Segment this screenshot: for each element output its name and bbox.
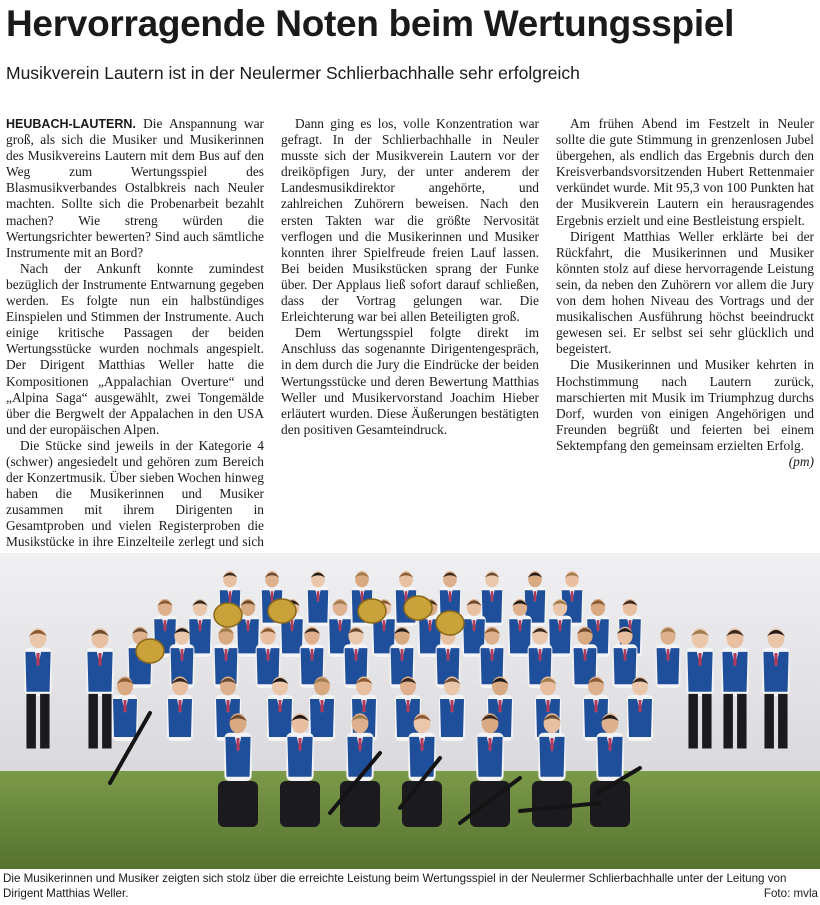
- photo-credit: Foto: mvla: [763, 887, 818, 900]
- musician-tie: [597, 620, 600, 631]
- brass-instrument: [268, 599, 296, 623]
- photo-caption-text: Die Musikerinnen und Musiker zeigten sich stolz über die erreichte Leistung beim Wertungsspiel in der Neulermer Schlierbachhalle unter der Leitung von Dirigent Matthias Weller.: [3, 872, 787, 900]
- last-paragraph-text: Die Musikerinnen und Musiker kehrten in Hochstimmung nach Lautern zurück, marschierten mit Musik im Triumphzug durchs Dorf, wurden von einigen Angehörigen und Freunden begrüßt und feierten bei einem Sektempfang den gemeinsam erzielten Erfolg.: [556, 357, 814, 453]
- musician-tie: [321, 700, 324, 712]
- article-paragraph: Dirigent Matthias Weller erklärte bei der Rückfahrt, die Musikerinnen und Musiker könnten stolz auf diese hervorragende Leistung sein, da neben den Zuhörern vor allem die Jury von dem hohen Niveau des Vortrags und der musikalischen Ausführung höchst beeindruckt gewesen sei. Er selbst sei sehr glücklich und begeistert.: [556, 228, 814, 357]
- article-paragraph: Nach der Ankunft konnte zumindest bezüglich der Instrumente Entwarnung gegeben werden. Es folgte nun ein halbstündiges Einspielen und Stimmen der Instrumente. Auch einige kritische Passagen der beiden Wertungsstücke wurden nochmals angespielt. Der Dirigent Matthias Weller hatte die Kompositionen „Appalachian Overture“ und „Alpina Saga“ ausgewählt, zwei Tongemälde über die Bergwelt der Appalachen in den USA und der europäischen Alpen.: [6, 260, 264, 437]
- musician-tie: [407, 700, 410, 712]
- musician-tie: [539, 649, 542, 660]
- musician-tie: [247, 620, 250, 631]
- musician-leg: [702, 694, 711, 749]
- musician-tie: [291, 620, 294, 631]
- author-initials: (pm): [788, 453, 814, 469]
- musician-tie: [519, 620, 522, 631]
- brass-instrument: [436, 611, 464, 635]
- dateline: HEUBACH-LAUTERN.: [6, 117, 136, 131]
- article-column-2: [281, 116, 539, 544]
- musician-tie: [451, 700, 454, 712]
- lead-paragraph: [6, 116, 264, 261]
- band-group-photo-illustration: [0, 553, 820, 869]
- musician-tie: [624, 649, 627, 660]
- photo-caption: [3, 871, 818, 901]
- musician-tie: [473, 620, 476, 631]
- musician-tie: [733, 653, 736, 666]
- musician-tie: [499, 700, 502, 712]
- musician-tie: [199, 620, 202, 631]
- musician-tie: [98, 653, 101, 666]
- lead-text: Die Anspannung war groß, als sich die Musiker und Musikerinnen des Musikvereins Lautern mit dem Bus auf den Weg zum Wertungsspiel des Blasmusikverbandes Ostalbkreis nach Neuler machten. Sollte sich die Probenarbeit bezahlt machen? Wie streng würden die Wertungsrichter bewerten? Sind auch sämtliche Instrumente mit an Bord?: [6, 116, 264, 260]
- musician-leg: [723, 694, 732, 749]
- musician-tie: [124, 700, 127, 712]
- article-column-3: [556, 116, 814, 544]
- musician-tie: [547, 700, 550, 712]
- musician-tie: [559, 620, 562, 631]
- musician-tie: [179, 700, 182, 712]
- musician-leg: [764, 694, 773, 749]
- musician-tie: [361, 591, 364, 601]
- musician-tie: [358, 738, 361, 751]
- musician-tie: [279, 700, 282, 712]
- musician-lap: [532, 781, 572, 827]
- article-paragraph: Dem Wertungsspiel folgte direkt im Anschluss das sogenannte Dirigentengespräch, in dem durch die Jury die Eindrücke der beiden Wertungsstücke und deren Bewertung Matthias Weller und Musikervorstand Joachim Hieber erläutert wurden. Diese Äußerungen bestätigten den positiven Gesamteindruck.: [281, 325, 539, 437]
- musician-tie: [236, 738, 239, 751]
- musician-tie: [491, 649, 494, 660]
- musician-leg: [88, 694, 97, 749]
- musician-leg: [26, 694, 35, 749]
- musician-leg: [688, 694, 697, 749]
- brass-instrument: [136, 639, 164, 663]
- musician-tie: [317, 591, 320, 601]
- musician-lap: [218, 781, 258, 827]
- musician-tie: [225, 649, 228, 660]
- article-column-1: [6, 116, 264, 550]
- article-paragraph: Die Stücke sind jeweils in der Kategorie 4 (schwer) angesiedelt und gehören zum Bereich der Konzertmusik. Über sieben Wochen hinweg haben die Musikerinnen und Musiker zusammen mit ihrem Dirigenten in Gesamtproben und vielen Registerproben die Musikstücke in ihre Einzelteile zerlegt und sich: [6, 437, 264, 550]
- musician-tie: [595, 700, 598, 712]
- musician-leg: [737, 694, 746, 749]
- musician-tie: [363, 700, 366, 712]
- musician-tie: [227, 700, 230, 712]
- musician-tie: [298, 738, 301, 751]
- musician-leg: [102, 694, 111, 749]
- musician-tie: [491, 591, 494, 601]
- musician-tie: [164, 620, 167, 631]
- musician-tie: [667, 649, 670, 660]
- musician-leg: [778, 694, 787, 749]
- musician-lap: [280, 781, 320, 827]
- article-paragraph: Dann ging es los, volle Konzentration war gefragt. In der Schlierbachhalle in Neuler musste sich der Musikverein Lautern vor der dreiköpfigen Jury, der unter anderem der Landesmusikdirektor angehörte, und zahlreichen Zuhörern beweisen. Nach den ersten Takten war die größte Nervosität verflogen und die Musikerinnen und Musiker konnten ihrer Spielfreude freien Lauf lassen. Bei beiden Musikstücken sprang der Funke über. Der Applaus ließ sofort darauf schließen, dass der Vortrag gelungen war. Die Erleichterung war bei allen Beteiligten groß.: [281, 116, 539, 325]
- band-group-photo: [0, 553, 820, 869]
- musician-tie: [429, 620, 432, 631]
- musician-tie: [181, 649, 184, 660]
- musician-tie: [267, 649, 270, 660]
- article-paragraph: [556, 357, 814, 469]
- musician-tie: [355, 649, 358, 660]
- musician-tie: [383, 620, 386, 631]
- musician-tie: [339, 620, 342, 631]
- article-paragraph: Am frühen Abend im Festzelt in Neuler sollte die gute Stimmung in grenzenlosen Jubel übergehen, als endlich das Ergebnis durch den Kreisverbandsvorsitzenden Hubert Rettenmaier verkündet wurde. Mit 95,3 von 100 Punkten hat der Musikverein Lautern ein herausragendes Ergebnis erzielt und eine Bestleistung erspielt.: [556, 116, 814, 228]
- musician-tie: [401, 649, 404, 660]
- musician-tie: [774, 653, 777, 666]
- musician-tie: [449, 591, 452, 601]
- musician-tie: [36, 653, 39, 666]
- musician-lap: [340, 781, 380, 827]
- musician-tie: [271, 591, 274, 601]
- brass-instrument: [214, 603, 242, 627]
- musician-tie: [608, 738, 611, 751]
- musician-tie: [534, 591, 537, 601]
- brass-instrument: [404, 596, 432, 620]
- musician-tie: [311, 649, 314, 660]
- musician-tie: [488, 738, 491, 751]
- musician-tie: [698, 653, 701, 666]
- musician-tie: [584, 649, 587, 660]
- musician-lap: [402, 781, 442, 827]
- article-headline: Hervorragende Noten beim Wertungsspiel: [6, 3, 735, 44]
- musician-tie: [639, 700, 642, 712]
- brass-instrument: [358, 599, 386, 623]
- article-subheadline: Musikverein Lautern ist in der Neulermer Schlierbachhalle sehr erfolgreich: [6, 63, 580, 83]
- musician-tie: [550, 738, 553, 751]
- musician-leg: [40, 694, 49, 749]
- musician-tie: [571, 591, 574, 601]
- musician-tie: [447, 649, 450, 660]
- musician-tie: [229, 591, 232, 601]
- musician-tie: [420, 738, 423, 751]
